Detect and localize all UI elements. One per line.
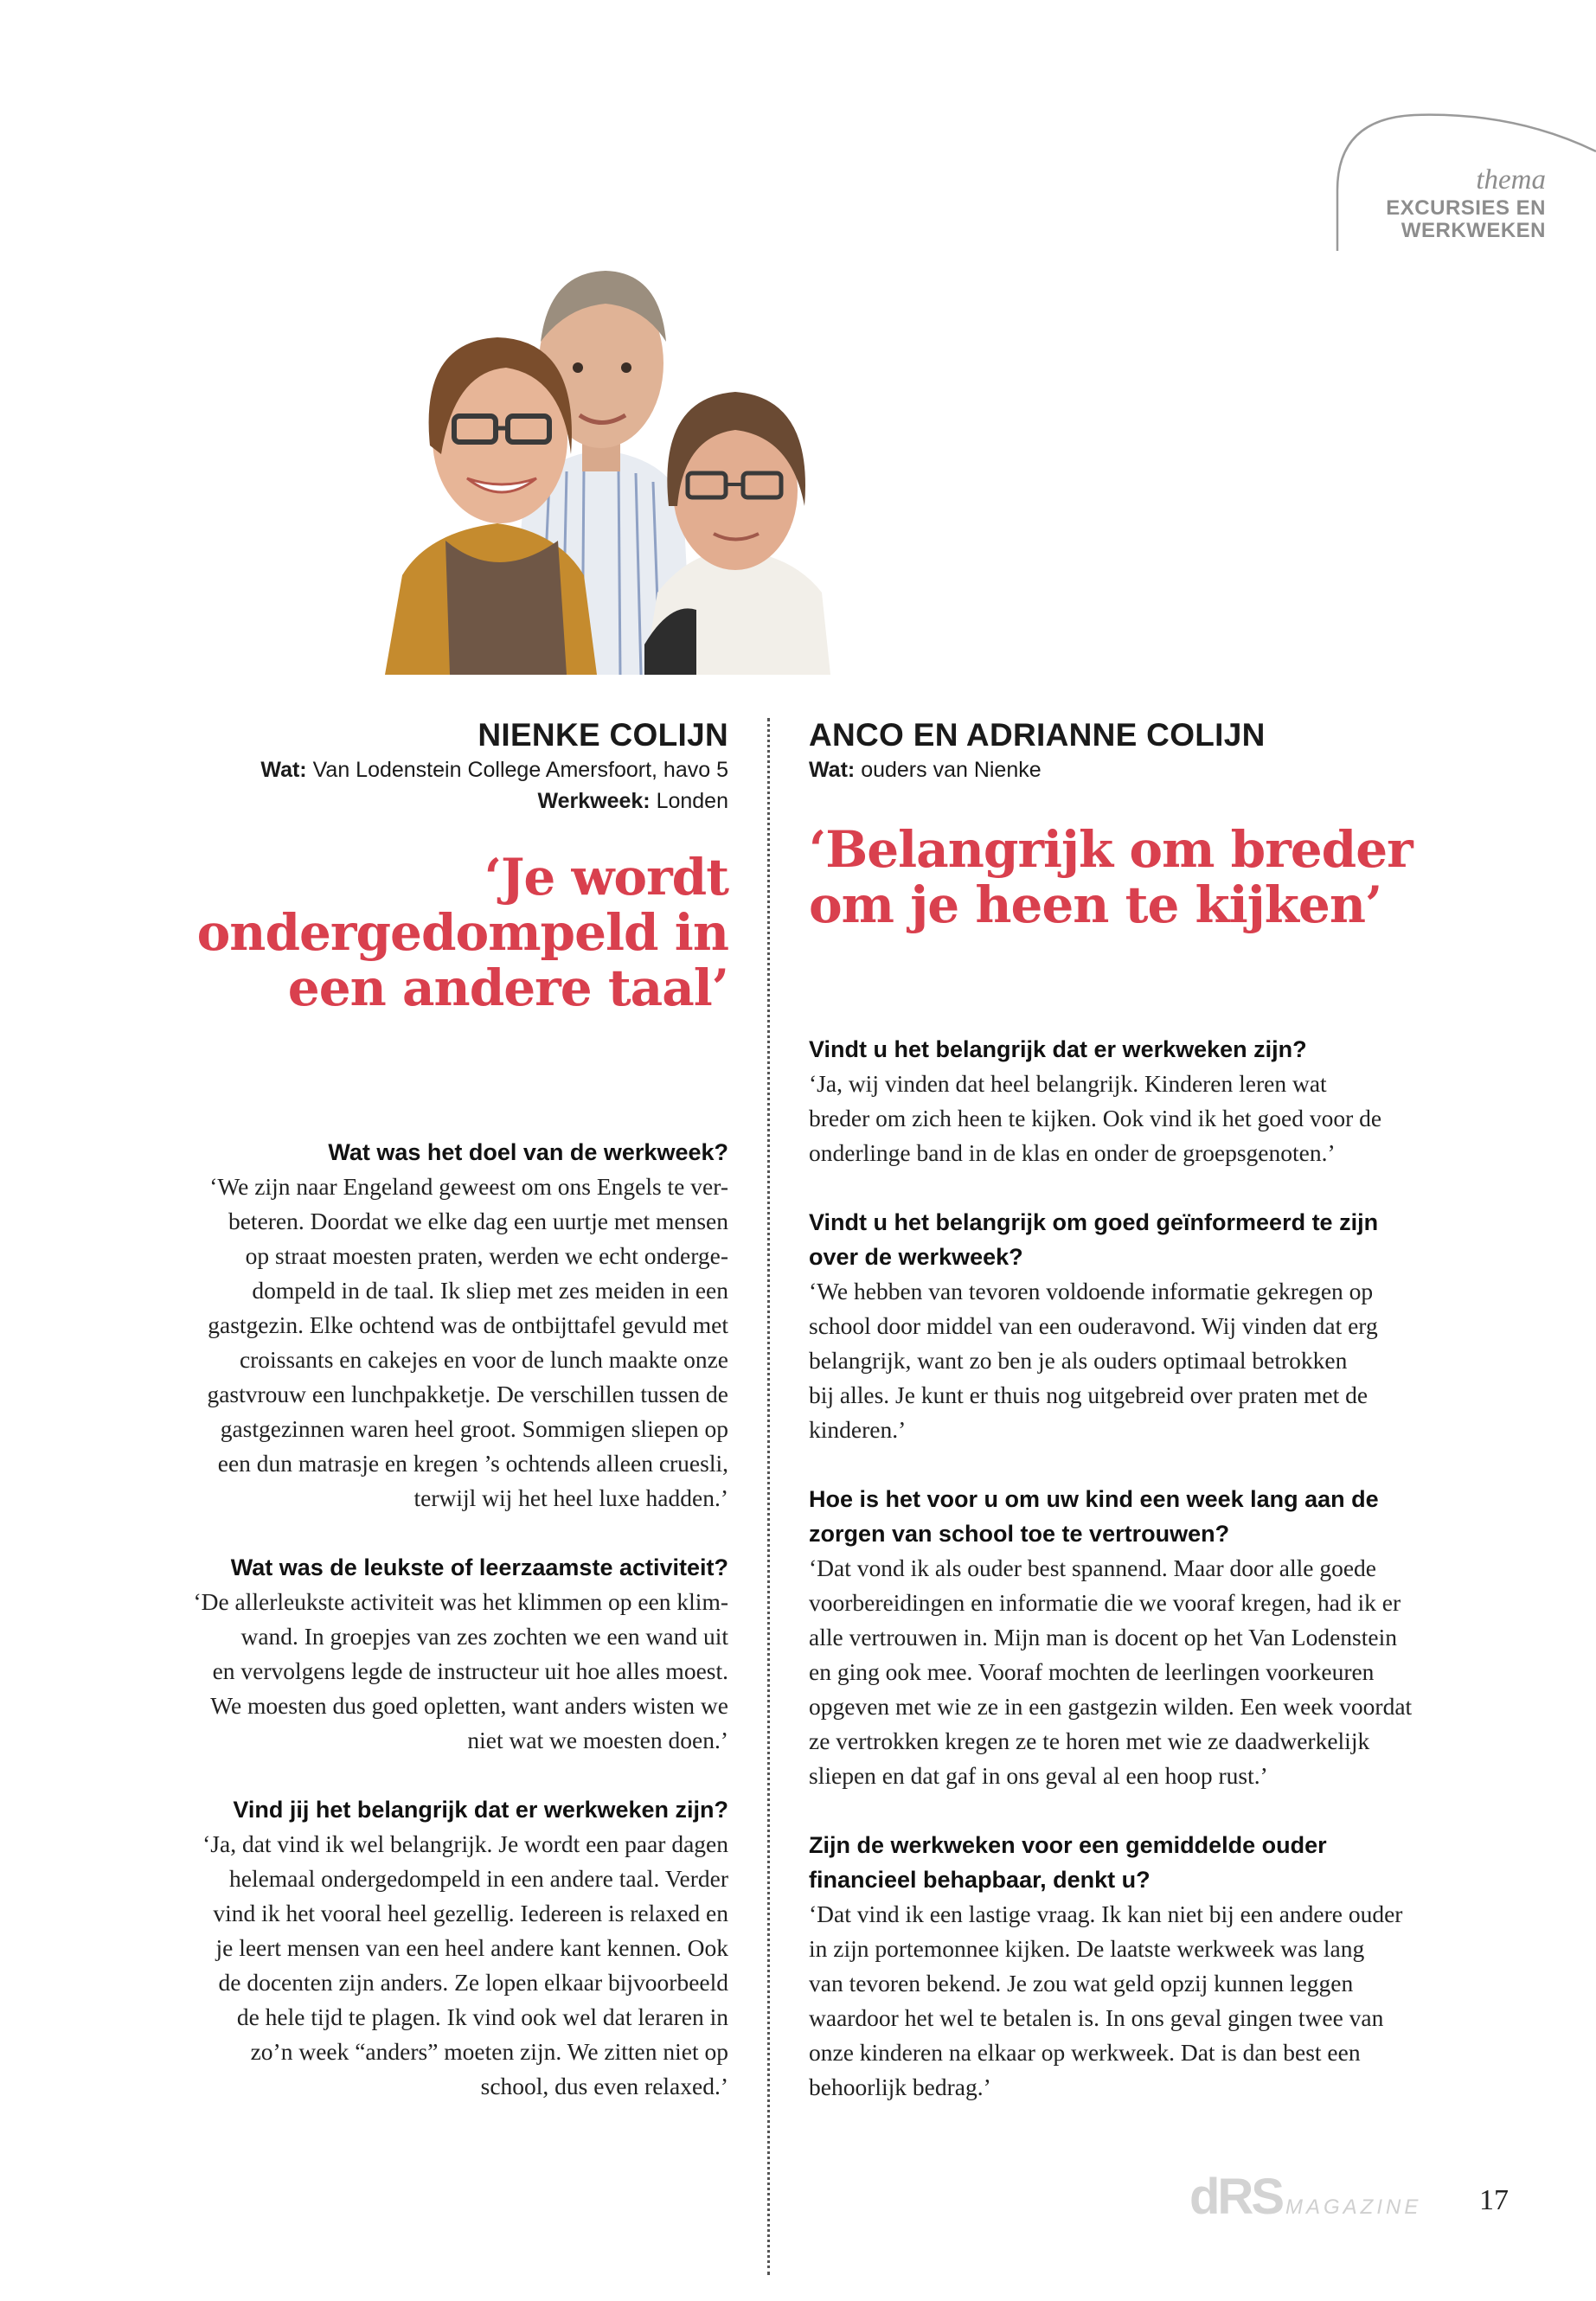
right-qa-1 (809, 1032, 1501, 1170)
answer-line: opgeven met wie ze in een gastgezin wilden. Een week voordat (809, 1693, 1413, 1720)
answer-line: van tevoren bekend. Je zou wat geld opzij kunnen leggen (809, 1970, 1354, 1997)
answer-line: behoorlijk bedrag.’ (809, 2073, 991, 2100)
logo-word: MAGAZINE (1285, 2195, 1422, 2219)
question-line: Vindt u het belangrijk om goed geïnformeerd te zijn (809, 1209, 1379, 1235)
right-column-header (809, 716, 1501, 785)
answer-line: school door middel van een ouderavond. Wij vinden dat erg (809, 1312, 1378, 1339)
right-question-4 (809, 1828, 1501, 1897)
question-line: Vindt u het belangrijk dat er werkweken zijn? (809, 1036, 1307, 1062)
answer-line: vind ik het vooral heel gezellig. Iedereen is relaxed en (213, 1900, 728, 1926)
answer-line: de hele tijd te plagen. Ik vind ook wel dat leraren in (236, 2003, 728, 2030)
answer-line: gastgezinnen waren heel groot. Sommigen sliepen op (220, 1415, 728, 1442)
left-werkweek-label: Werkweek: (537, 789, 651, 813)
right-question-1 (809, 1032, 1501, 1067)
answer-line: ‘Ja, wij vinden dat heel belangrijk. Kinderen leren wat (809, 1070, 1327, 1097)
right-qa-3 (809, 1482, 1501, 1793)
answer-line: ‘We hebben van tevoren voldoende informatie gekregen op (809, 1278, 1374, 1304)
answer-line: en ging ook mee. Vooraf mochten de leerlingen voorkeuren (809, 1658, 1375, 1685)
left-headline-line: ‘Je wordt (484, 848, 728, 907)
left-question-2: Wat was de leukste of leerzaamste activiteit? (230, 1554, 728, 1580)
left-wat-label: Wat: (260, 758, 307, 782)
magazine-logo (1189, 2171, 1421, 2223)
left-headline-line: een andere taal’ (287, 958, 728, 1017)
answer-line: croissants en cakejes en voor de lunch maakte onze (239, 1346, 728, 1373)
answer-line: op straat moesten praten, werden we echt onderge- (245, 1242, 728, 1269)
answer-line: ‘Dat vind ik een lastige vraag. Ik kan niet bij een andere ouder (809, 1900, 1403, 1927)
right-headline-line: ‘Belangrijk om breder (809, 820, 1413, 879)
right-meta-wat (809, 754, 1501, 785)
left-question-1: Wat was het doel van de werkweek? (328, 1139, 728, 1165)
left-headline-line: ondergedompeld in (196, 903, 728, 962)
question-line: Hoe is het voor u om uw kind een week lang aan de (809, 1486, 1379, 1512)
answer-line: belangrijk, want zo ben je als ouders optimaal betrokken (809, 1347, 1348, 1374)
answer-line: alle vertrouwen in. Mijn man is docent op het Van Lodenstein (809, 1624, 1397, 1650)
left-answer-2 (121, 1585, 728, 1758)
left-interview (121, 1135, 728, 2138)
answer-line: breder om zich heen te kijken. Ook vind ik het goed voor de (809, 1105, 1382, 1131)
answer-line: bij alles. Je kunt er thuis nog uitgebreid over praten met de (809, 1381, 1368, 1408)
left-qa-1 (121, 1135, 728, 1516)
right-answer-1 (809, 1067, 1501, 1170)
answer-line: ‘We zijn naar Engeland geweest om ons Engels te ver- (209, 1173, 728, 1200)
question-line: zorgen van school toe te vertrouwen? (809, 1521, 1230, 1547)
left-person-name: NIENKE COLIJN (478, 717, 728, 753)
right-wat-value: ouders van Nienke (861, 758, 1042, 782)
right-wat-label: Wat: (809, 758, 856, 782)
answer-line: onze kinderen na elkaar op werkweek. Dat is dan best een (809, 2039, 1361, 2066)
answer-line: beteren. Doordat we elke dag een uurtje met mensen (228, 1208, 728, 1234)
right-answer-4 (809, 1897, 1501, 2105)
left-meta-wat (121, 754, 728, 785)
answer-line: je leert mensen van een heel andere kant kennen. Ook (215, 1934, 728, 1961)
answer-line: ‘De allerleukste activiteit was het klimmen op een klim- (193, 1588, 728, 1615)
answer-line: gastgezin. Elke ochtend was de ontbijttafel gevuld met (208, 1311, 728, 1338)
left-answer-3 (121, 1827, 728, 2104)
answer-line: dompeld in de taal. Ik sliep met zes meiden in een (252, 1277, 728, 1304)
answer-line: ‘Dat vond ik als ouder best spannend. Maar door alle goede (809, 1554, 1376, 1581)
theme-topic-line-2: WERKWEKEN (1401, 219, 1546, 242)
answer-line: gastvrouw een lunchpakketje. De verschillen tussen de (207, 1381, 728, 1407)
page-number: 17 (1479, 2184, 1509, 2216)
right-person-name: ANCO EN ADRIANNE COLIJN (809, 717, 1266, 753)
answer-line: kinderen.’ (809, 1416, 907, 1443)
left-wat-value: Van Lodenstein College Amersfoort, havo 5 (312, 758, 728, 782)
left-qa-2 (121, 1550, 728, 1758)
answer-line: de docenten zijn anders. Ze lopen elkaar bijvoorbeeld (218, 1969, 728, 1996)
answer-line: school, dus even relaxed.’ (480, 2073, 728, 2099)
answer-line: ‘Ja, dat vind ik wel belangrijk. Je wordt een paar dagen (202, 1830, 728, 1857)
answer-line: wand. In groepjes van zes zochten we een wand uit (240, 1623, 728, 1650)
answer-line: niet wat we moesten doen.’ (467, 1727, 728, 1753)
answer-line: zo’n week “anders” moeten zijn. We zitten niet op (250, 2038, 728, 2065)
logo-letters: dRS (1189, 2169, 1282, 2225)
right-question-3 (809, 1482, 1501, 1551)
left-qa-3 (121, 1792, 728, 2104)
question-line: over de werkweek? (809, 1244, 1023, 1270)
left-answer-1 (121, 1170, 728, 1516)
answer-line: onderlinge band in de klas en onder de groepsgenoten.’ (809, 1139, 1336, 1166)
question-line: financieel behapbaar, denkt u? (809, 1867, 1151, 1893)
left-headline (121, 849, 728, 1016)
left-werkweek-value: Londen (656, 789, 728, 813)
left-meta-werkweek (121, 785, 728, 817)
answer-line: ze vertrokken kregen ze te horen met wie ze daadwerkelijk (809, 1727, 1370, 1754)
answer-line: een dun matrasje en kregen ’s ochtends alleen cruesli, (217, 1450, 728, 1477)
right-question-2 (809, 1205, 1501, 1274)
column-divider (767, 718, 770, 2275)
answer-line: in zijn portemonnee kijken. De laatste werkweek was lang (809, 1935, 1365, 1962)
left-column-header (121, 716, 728, 817)
answer-line: terwijl wij het heel luxe hadden.’ (413, 1484, 728, 1511)
answer-line: waardoor het wel te betalen is. In ons geval gingen twee van (809, 2004, 1384, 2031)
family-portrait-photo (385, 247, 830, 675)
theme-topic-line-1: EXCURSIES EN (1386, 196, 1546, 220)
answer-line: voorbereidingen en informatie die we vooraf kregen, had ik er (809, 1589, 1401, 1616)
right-qa-2 (809, 1205, 1501, 1447)
right-answer-3 (809, 1551, 1501, 1793)
left-question-3: Vind jij het belangrijk dat er werkweken zijn? (233, 1797, 728, 1823)
right-headline-line: om je heen te kijken’ (809, 875, 1382, 934)
theme-word: thema (1476, 164, 1546, 195)
theme-topic (1386, 197, 1546, 242)
answer-line: We moesten dus goed opletten, want anders wisten we (210, 1692, 728, 1719)
answer-line: sliepen en dat gaf in ons geval al een hoop rust.’ (809, 1762, 1268, 1789)
answer-line: en vervolgens legde de instructeur uit hoe alles moest. (212, 1657, 728, 1684)
right-answer-2 (809, 1274, 1501, 1447)
answer-line: helemaal ondergedompeld in een andere taal. Verder (229, 1865, 728, 1892)
theme-label (1386, 163, 1546, 242)
question-line: Zijn de werkweken voor een gemiddelde ouder (809, 1832, 1327, 1858)
right-headline (809, 822, 1501, 933)
right-qa-4 (809, 1828, 1501, 2105)
right-interview (809, 1032, 1501, 2139)
